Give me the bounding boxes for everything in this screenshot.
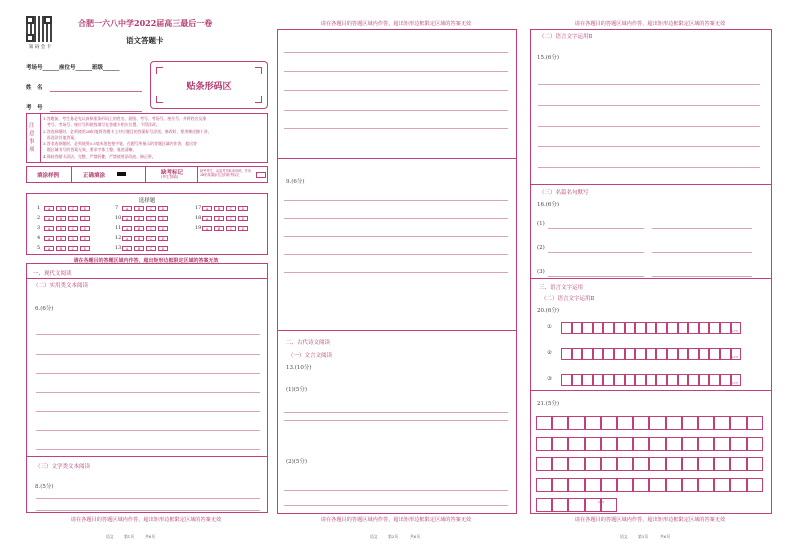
choice-bubble[interactable]: B [56, 206, 66, 211]
answer-line[interactable] [36, 449, 260, 450]
answer-line[interactable] [538, 84, 760, 85]
subsection-language: （二）语言文字运用Ⅱ [541, 296, 595, 302]
choice-title: 选择题 [138, 198, 156, 204]
answer-sheet-title: 语文答题卡 [126, 36, 164, 45]
answer-line[interactable] [284, 200, 508, 201]
writing-cell[interactable] [593, 374, 604, 386]
writing-cell[interactable] [603, 348, 614, 360]
writing-cell[interactable] [585, 416, 601, 430]
writing-cell[interactable] [699, 348, 710, 360]
writing-cell[interactable] [656, 322, 667, 334]
writing-cell[interactable] [649, 437, 665, 451]
q16-item-2: (2) [537, 245, 545, 251]
choice-bubble[interactable]: B [134, 236, 144, 241]
choice-bubble[interactable]: C [68, 236, 78, 241]
choice-bubble[interactable]: C [226, 206, 236, 211]
answer-line[interactable] [548, 276, 644, 277]
writing-cell[interactable] [678, 322, 689, 334]
writing-cell[interactable] [646, 374, 657, 386]
answer-line[interactable] [284, 110, 508, 111]
choice-question-number: 12 [115, 235, 122, 241]
choice-bubble[interactable]: A [44, 236, 54, 241]
name-line [50, 91, 142, 92]
choice-bubble[interactable]: B [56, 236, 66, 241]
choice-bubble[interactable]: A [122, 206, 132, 211]
notes-list [43, 116, 265, 160]
writing-cell[interactable] [649, 416, 665, 430]
choice-bubble[interactable]: B [134, 246, 144, 251]
question-9: 9.(6分) [286, 179, 305, 185]
correct-fill-mark [117, 172, 126, 176]
writing-cell[interactable] [593, 348, 604, 360]
choice-bubble[interactable]: A [122, 226, 132, 231]
answer-line[interactable] [652, 228, 752, 229]
writing-cell[interactable] [582, 374, 593, 386]
writing-cell[interactable] [698, 478, 714, 492]
writing-cell[interactable] [625, 374, 636, 386]
answer-line[interactable] [538, 126, 760, 127]
choice-bubble[interactable]: D [80, 226, 90, 231]
answer-line[interactable] [284, 420, 508, 421]
choice-bubble[interactable]: C [146, 206, 156, 211]
writing-cell[interactable] [666, 478, 682, 492]
writing-cell[interactable] [536, 416, 552, 430]
writing-cell[interactable] [714, 416, 730, 430]
choice-bubble[interactable]: D [158, 206, 168, 211]
writing-cell[interactable] [582, 322, 593, 334]
question-13-2: (2)(5分) [286, 459, 308, 465]
writing-cell[interactable] [678, 374, 689, 386]
choice-bubble[interactable]: B [214, 206, 224, 211]
choice-question-number: 18 [195, 215, 202, 221]
footer-page-2: 第2页 [388, 534, 399, 539]
writing-cell[interactable] [561, 348, 572, 360]
note-line: 2.答选择题时，必须使用2B铅笔将答题卡上对应题目的答案标号涂黑，修改时，要用橡皮擦干净， [43, 128, 212, 134]
note-line: 1.答题前，考生务必先认真核准条形码上的姓名、班级、考号、考场号、座位号、并将姓名及准 [43, 116, 207, 121]
writing-cell[interactable] [614, 322, 625, 334]
absent-description: 缺考考生，由监考员贴条形码，并用2B铅笔填涂右边的缺考标记 [200, 169, 251, 178]
qr-caption: 知 码 会 卡 [28, 45, 52, 50]
writing-cell[interactable] [601, 457, 617, 471]
writing-cell[interactable] [585, 478, 601, 492]
q20-mark-3: ③ [547, 376, 552, 382]
choice-bubble[interactable]: C [146, 226, 156, 231]
choice-bubble[interactable]: D [158, 226, 168, 231]
q16-item-1: (1) [537, 221, 545, 227]
choice-bubble[interactable]: D [238, 226, 248, 231]
absent-checkbox[interactable] [256, 172, 266, 178]
footer-notice-col2: 请在各题目的答题区域内作答，超出矩形边框限定区域的答案无效 [320, 517, 472, 523]
writing-cell[interactable] [633, 478, 649, 492]
choice-bubble[interactable]: A [202, 226, 212, 231]
choice-bubble[interactable]: A [44, 206, 54, 211]
id-label: 考 号 [26, 105, 43, 111]
writing-cell[interactable] [536, 457, 552, 471]
answer-line[interactable] [652, 252, 752, 253]
writing-cell[interactable] [635, 374, 646, 386]
writing-cell[interactable] [698, 437, 714, 451]
writing-cell[interactable] [568, 416, 584, 430]
note-line: 考号、考场号、座位号和班级填写在答题卡相应位置，不得涂改。 [43, 122, 160, 128]
notes-label: 注意事项 [29, 123, 35, 153]
name-label: 姓 名 [26, 85, 43, 91]
writing-cell[interactable] [536, 437, 552, 451]
writing-cell[interactable] [552, 416, 568, 430]
header-notice-col3: 请在各题目的答题区域内作答，超出矩形边框限定区域的答案无效 [574, 21, 726, 27]
subsection-classical: （一）文言文阅读 [288, 353, 333, 359]
choice-bubble[interactable]: B [134, 206, 144, 211]
choice-question-number: 4 [37, 235, 41, 241]
answer-line[interactable] [652, 276, 752, 277]
answer-line[interactable] [284, 71, 508, 72]
q20-mark-1: ① [547, 324, 552, 330]
choice-question-number: 1 [37, 205, 41, 211]
note-line: 题区域书写的答案无效，要求字体工整、笔迹清晰。 [43, 147, 137, 153]
footer-page-3: 第3页 [638, 534, 649, 539]
writing-cell[interactable] [682, 437, 698, 451]
writing-cell[interactable] [649, 478, 665, 492]
id-line [50, 111, 142, 112]
footer-total-3: 共6页 [660, 534, 671, 539]
footer-notice-col1: 请在各题目的答题区域内作答，超出矩形边框限定区域的答案无效 [70, 517, 222, 523]
writing-cell[interactable] [552, 437, 568, 451]
writing-cell[interactable] [617, 437, 633, 451]
char-count: (17) [732, 355, 739, 359]
answer-line[interactable] [284, 254, 508, 255]
footer-subject: 语文 [370, 534, 378, 539]
answer-line[interactable] [284, 412, 508, 413]
question-13-1: (1)(5分) [286, 387, 308, 393]
choice-bubble[interactable]: B [134, 216, 144, 221]
char-count: (17) [732, 381, 739, 385]
notes-box [26, 113, 268, 163]
choice-bubble[interactable]: D [158, 216, 168, 221]
writing-cell[interactable] [656, 374, 667, 386]
choice-question-number: 5 [37, 245, 41, 251]
answer-line[interactable] [284, 272, 508, 273]
writing-cell[interactable] [568, 478, 584, 492]
writing-cell[interactable] [601, 478, 617, 492]
section-3-title: 三、语言文字运用 [539, 285, 584, 291]
choice-bubble[interactable]: D [158, 246, 168, 251]
writing-cell[interactable] [552, 478, 568, 492]
answer-line[interactable] [36, 354, 260, 355]
question-15: 15.(6分) [537, 55, 560, 61]
writing-cell[interactable] [617, 478, 633, 492]
writing-cell[interactable] [730, 437, 746, 451]
answer-line[interactable] [36, 411, 260, 412]
writing-cell[interactable] [698, 457, 714, 471]
choice-bubble[interactable]: C [146, 236, 156, 241]
choice-bubble[interactable]: A [122, 246, 132, 251]
choice-bubble[interactable]: D [80, 206, 90, 211]
answer-line[interactable] [284, 490, 508, 491]
choice-question-number: 7 [115, 205, 119, 211]
subsection-memorize: （三）名篇名句默写 [539, 190, 589, 196]
writing-cell[interactable] [561, 374, 572, 386]
exam-title: 合肥一六八中学2022届高三最后一卷 [78, 18, 213, 28]
choice-bubble[interactable]: A [122, 236, 132, 241]
writing-cell[interactable] [747, 437, 763, 451]
writing-cell[interactable] [536, 498, 552, 512]
writing-cell[interactable] [666, 437, 682, 451]
writing-cell[interactable] [709, 348, 720, 360]
writing-cell[interactable] [688, 348, 699, 360]
writing-cell[interactable] [625, 348, 636, 360]
choice-bubble[interactable]: A [44, 246, 54, 251]
qr-code [26, 16, 52, 42]
writing-cell[interactable] [720, 322, 731, 334]
footer-notice-col3: 请在各题目的答题区域内作答，超出矩形边框限定区域的答案无效 [574, 517, 726, 523]
writing-cell[interactable] [614, 348, 625, 360]
footer-page-1: 第1页 [124, 534, 135, 539]
choice-box [26, 193, 268, 255]
note-line: 再选涂其他答案。 [43, 134, 79, 140]
answer-line[interactable] [284, 236, 508, 237]
choice-notice: 请在各题目的答题区域内作答，超出矩形边框限定区域的答案无效 [73, 258, 219, 264]
writing-cell[interactable] [667, 322, 678, 334]
q20-mark-2: ② [547, 350, 552, 356]
writing-cell[interactable] [625, 322, 636, 334]
writing-cell[interactable] [688, 374, 699, 386]
choice-bubble[interactable]: B [56, 216, 66, 221]
writing-cell[interactable] [667, 374, 678, 386]
writing-cell[interactable] [666, 416, 682, 430]
choice-bubble[interactable]: C [146, 216, 156, 221]
writing-cell[interactable] [709, 374, 720, 386]
writing-cell[interactable] [572, 322, 583, 334]
question-6: 6.(6分) [35, 306, 54, 312]
choice-question-number: 17 [195, 205, 202, 211]
note-line: 3.答非选择题时，必须使用0.5毫米黑色签字笔，在题号所指示的答题区域内作答，超出答 [43, 141, 197, 147]
answer-line[interactable] [284, 505, 508, 506]
exam-info-row: 考场号______座位号______班级______ [26, 65, 120, 71]
answer-line[interactable] [36, 334, 260, 335]
writing-cell[interactable] [709, 322, 720, 334]
answer-line[interactable] [36, 373, 260, 374]
q16-item-3: (3) [537, 269, 545, 275]
choice-bubble[interactable]: C [68, 226, 78, 231]
writing-cell[interactable] [568, 457, 584, 471]
writing-cell[interactable] [552, 498, 568, 512]
choice-question-number: 19 [195, 225, 202, 231]
writing-cell[interactable] [633, 457, 649, 471]
choice-question-number: 3 [37, 225, 41, 231]
section-1-box [26, 263, 268, 513]
fill-example-label: 填涂样例 [37, 173, 60, 179]
writing-cell[interactable] [617, 457, 633, 471]
writing-cell[interactable] [688, 322, 699, 334]
choice-bubble[interactable]: D [238, 216, 248, 221]
choice-question-number: 2 [37, 215, 41, 221]
writing-cell[interactable] [682, 478, 698, 492]
writing-cell[interactable] [568, 498, 584, 512]
choice-bubble[interactable]: D [238, 206, 248, 211]
writing-cell[interactable] [730, 416, 746, 430]
correct-fill-label: 正确填涂 [83, 173, 106, 179]
choice-question-number: 11 [115, 225, 122, 231]
writing-cell[interactable] [585, 457, 601, 471]
answer-line[interactable] [284, 128, 508, 129]
writing-cell[interactable] [572, 348, 583, 360]
choice-bubble[interactable]: B [214, 226, 224, 231]
writing-cell[interactable] [582, 348, 593, 360]
writing-cell[interactable] [646, 348, 657, 360]
writing-cell[interactable] [585, 437, 601, 451]
choice-bubble[interactable]: C [68, 216, 78, 221]
answer-line[interactable] [284, 52, 508, 53]
writing-cell[interactable] [720, 348, 731, 360]
writing-cell[interactable] [603, 374, 614, 386]
answer-line[interactable] [284, 218, 508, 219]
writing-cell[interactable] [714, 478, 730, 492]
choice-bubble[interactable]: A [44, 226, 54, 231]
fill-example-box [26, 166, 268, 183]
char-count: (17) [732, 329, 739, 333]
answer-line[interactable] [538, 167, 760, 168]
answer-line[interactable] [548, 228, 644, 229]
writing-cell[interactable] [552, 457, 568, 471]
choice-bubble[interactable]: A [122, 216, 132, 221]
footer-total-2: 共6页 [410, 534, 421, 539]
writing-cell[interactable] [666, 457, 682, 471]
writing-cell[interactable] [667, 348, 678, 360]
question-8: 8.(5分) [35, 484, 54, 490]
question-21: 21.(5分) [537, 401, 560, 407]
answer-line[interactable] [36, 392, 260, 393]
choice-bubble[interactable]: A [202, 206, 212, 211]
writing-cell[interactable] [730, 478, 746, 492]
writing-cell[interactable] [601, 437, 617, 451]
answer-line[interactable] [36, 430, 260, 431]
choice-bubble[interactable]: B [134, 226, 144, 231]
writing-cell[interactable] [633, 416, 649, 430]
note-line: 4.保持答题卡清洁、完整，严禁折叠，严禁使用涂改液、修正带。 [43, 153, 156, 159]
choice-question-number: 10 [115, 215, 122, 221]
choice-bubble[interactable]: C [146, 246, 156, 251]
writing-cell[interactable] [730, 457, 746, 471]
writing-cell[interactable] [747, 457, 763, 471]
writing-cell[interactable] [635, 348, 646, 360]
writing-cell[interactable] [614, 374, 625, 386]
question-20: 20.(6分) [537, 308, 560, 314]
writing-cell[interactable] [678, 348, 689, 360]
choice-bubble[interactable]: C [68, 206, 78, 211]
choice-bubble[interactable]: C [68, 246, 78, 251]
writing-cell[interactable] [572, 374, 583, 386]
writing-cell[interactable] [714, 457, 730, 471]
answer-line[interactable] [36, 510, 260, 511]
writing-cell[interactable] [646, 322, 657, 334]
choice-bubble[interactable]: C [226, 226, 236, 231]
writing-cell[interactable] [603, 322, 614, 334]
writing-cell[interactable] [682, 416, 698, 430]
choice-bubble[interactable]: D [80, 216, 90, 221]
writing-cell[interactable] [699, 322, 710, 334]
choice-bubble[interactable]: D [80, 246, 90, 251]
writing-cell[interactable] [649, 457, 665, 471]
header-notice-col2: 请在各题目的答题区域内作答，超出矩形边框限定区域的答案无效 [320, 21, 472, 27]
writing-cell[interactable] [633, 437, 649, 451]
footer-subject: 语文 [620, 534, 628, 539]
question-13: 13.(10分) [286, 365, 312, 371]
choice-bubble[interactable]: D [158, 236, 168, 241]
barcode-area [150, 61, 268, 109]
section-1-title: 一、现代文阅读 [33, 271, 72, 277]
subsection-poetry: （二）语言文字运用Ⅱ [539, 34, 593, 40]
writing-cell[interactable] [593, 322, 604, 334]
subsection-practical: （二）实用类文本阅读 [33, 283, 89, 289]
writing-cell[interactable] [698, 416, 714, 430]
writing-cell[interactable] [561, 322, 572, 334]
absent-label: 缺考标记 [161, 170, 184, 176]
question-16: 16.(6分) [537, 202, 560, 208]
writing-cell[interactable] [747, 416, 763, 430]
choice-bubble[interactable]: C [226, 216, 236, 221]
barcode-label: 贴条形码区 [186, 82, 232, 92]
writing-cell[interactable] [682, 457, 698, 471]
writing-cell[interactable] [601, 416, 617, 430]
section-2-title: 二、古代诗文阅读 [286, 340, 331, 346]
choice-bubble[interactable]: D [80, 236, 90, 241]
writing-cell[interactable] [747, 478, 763, 492]
choice-bubble[interactable]: B [56, 246, 66, 251]
char-count: (57) [598, 500, 605, 504]
choice-bubble[interactable]: A [202, 216, 212, 221]
writing-cell[interactable] [699, 374, 710, 386]
answer-line[interactable] [538, 105, 760, 106]
choice-question-number: 13 [115, 245, 122, 251]
writing-cell[interactable] [635, 322, 646, 334]
absent-note: (考生禁填) [161, 175, 179, 179]
subsection-literary: （三）文学类文本阅读 [35, 464, 91, 470]
writing-cell[interactable] [656, 348, 667, 360]
writing-cell[interactable] [714, 437, 730, 451]
choice-bubble[interactable]: B [214, 216, 224, 221]
writing-cell[interactable] [617, 416, 633, 430]
writing-cell[interactable] [568, 437, 584, 451]
choice-bubble[interactable]: A [44, 216, 54, 221]
answer-line[interactable] [548, 252, 644, 253]
answer-line[interactable] [284, 90, 508, 91]
answer-line[interactable] [538, 146, 760, 147]
choice-bubble[interactable]: B [56, 226, 66, 231]
answer-line[interactable] [36, 498, 260, 499]
writing-cell[interactable] [536, 478, 552, 492]
writing-cell[interactable] [720, 374, 731, 386]
footer-total-1: 共6页 [145, 534, 156, 539]
footer-subject: 语文 [106, 534, 114, 539]
